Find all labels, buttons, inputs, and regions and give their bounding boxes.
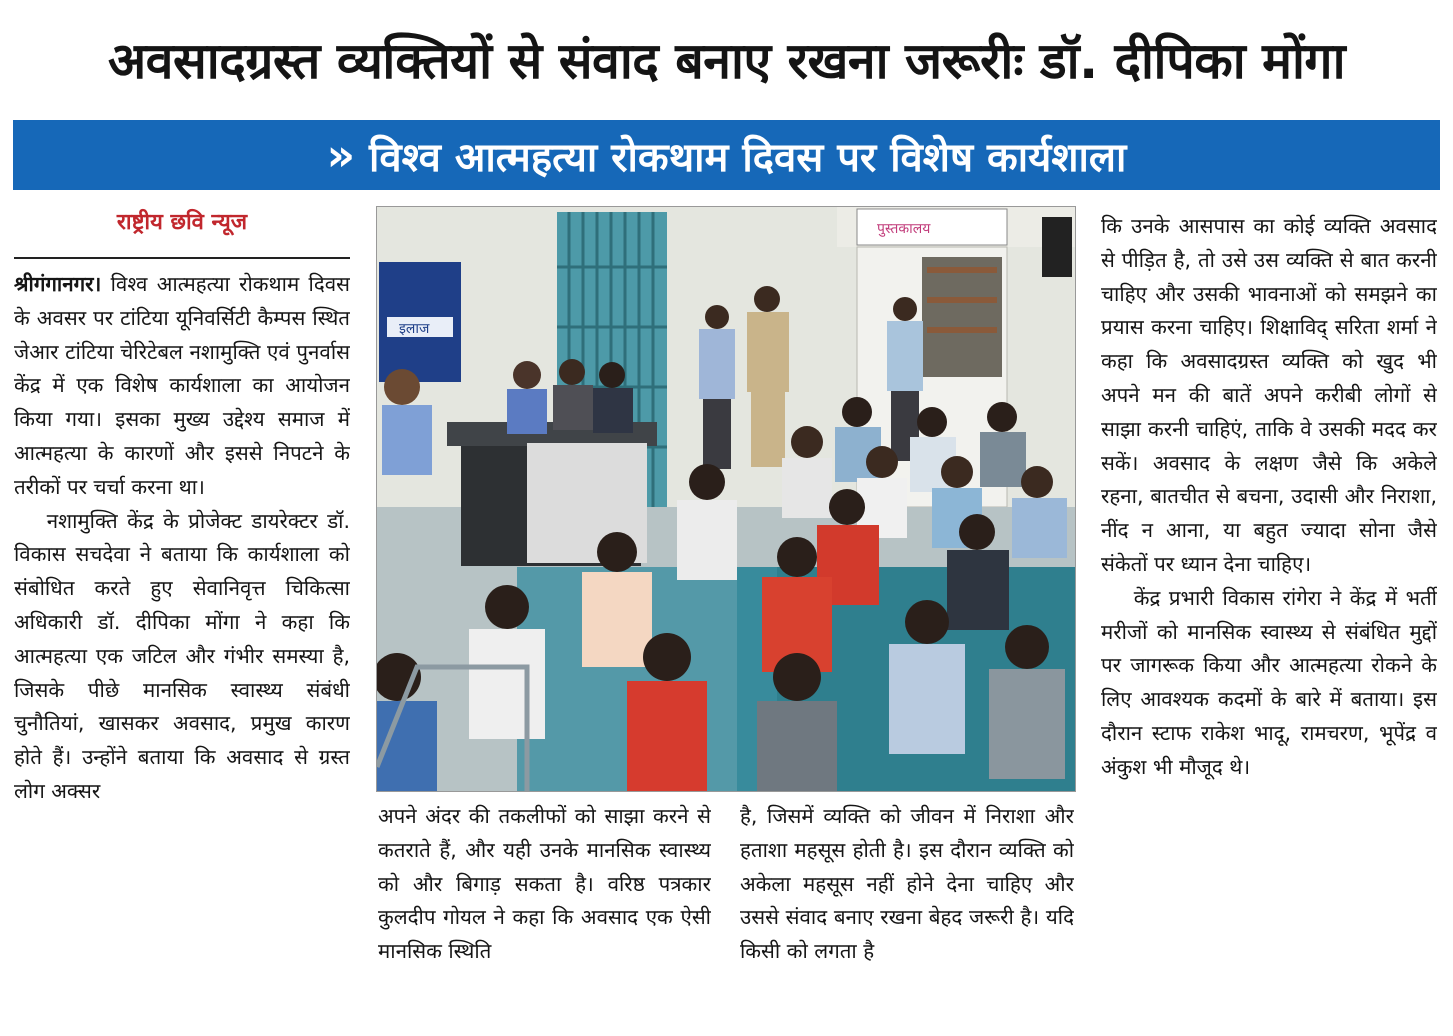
event-photo — [376, 206, 1076, 792]
byline-divider — [14, 257, 350, 259]
article-column-4 — [1101, 210, 1437, 1010]
byline: राष्ट्रीय छवि न्यूज — [116, 210, 248, 235]
subheadline-banner — [13, 120, 1440, 190]
paragraph-text: विश्व आत्महत्या रोकथाम दिवस के अवसर पर टांटिया यूनिवर्सिटी कैम्पस स्थित जेआर टांटिया चेरिटेबल नशामुक्ति एवं पुनर्वास केंद्र में एक विशेष कार्यशाला का आयोजन किया गया। इसका मुख्य उद्देश्य समाज में आत्महत्या के कारणों और इससे निपटने के तरीकों पर चर्चा करना था। — [14, 272, 350, 499]
article-paragraph: केंद्र प्रभारी विकास रांगेरा ने केंद्र में भर्ती मरीजों को मानसिक स्वास्थ्य से संबंधित मुद्दों पर जागरूक किया और आत्महत्या रोकने के लिए आवश्यक कदमों के बारे में बताया। इस दौरान स्टाफ राकेश भादू, रामचरण, भूपेंद्र व अंकुश भी मौजूद थे। — [1101, 585, 1437, 779]
article-paragraph — [14, 268, 350, 505]
dateline: श्रीगंगानगर। — [14, 272, 102, 296]
treatment-sign: इलाज — [399, 321, 430, 337]
workshop-photo-illustration — [377, 207, 1075, 791]
article-paragraph: कि उनके आसपास का कोई व्यक्ति अवसाद से पीड़ित है, तो उसे उस व्यक्ति से बात करनी चाहिए और उसकी भावनाओं को समझने का प्रयास करना चाहिए। शिक्षाविद् सरिता शर्मा ने कहा कि अवसादग्रस्त व्यक्ति को खुद भी अपने मन की बातें अपने करीबी लोगों से साझा करनी चाहिएं, ताकि वे उसकी मदद कर सकें। अवसाद के लक्षण जैसे कि अकेले रहना, बातचीत से बचना, उदासी और निराशा, नींद न आना, या बहुत ज्यादा सोना जैसे संकेतों पर ध्यान देना चाहिए। — [1101, 214, 1437, 576]
article-column-1 — [14, 268, 350, 1008]
article-column-3 — [740, 800, 1074, 1010]
headline: अवसादग्रस्त व्यक्तियों से संवाद बनाए रखना जरूरीः डॉ. दीपिका मोंगा — [107, 32, 1346, 90]
article-paragraph: है, जिसमें व्यक्ति को जीवन में निराशा और हताशा महसूस होती है। इस दौरान व्यक्ति को अकेला महसूस नहीं होने देना चाहिए और उससे संवाद बनाए रखना बेहद जरूरी है। यदि किसी को लगता है — [740, 804, 1074, 964]
library-sign: पुस्तकालय — [877, 221, 931, 237]
article-column-2 — [378, 800, 711, 1010]
subheadline-text: विश्व आत्महत्या रोकथाम दिवस पर विशेष कार्यशाला — [369, 134, 1127, 181]
article-paragraph: अपने अंदर की तकलीफों को साझा करने से कतराते हैं, और यही उनके मानसिक स्वास्थ्य को और बिगाड़ सकता है। वरिष्ठ पत्रकार कुलदीप गोयल ने कहा कि अवसाद एक ऐसी मानसिक स्थिति — [378, 804, 711, 964]
article-paragraph: नशामुक्ति केंद्र के प्रोजेक्ट डायरेक्टर डॉ. विकास सचदेवा ने बताया कि कार्यशाला को संबोधित करते हुए सेवानिवृत्त चिकित्सा अधिकारी डॉ. दीपिका मोंगा ने कहा कि आत्महत्या एक जटिल और गंभीर समस्या है, जिसके पीछे मानसिक स्वास्थ्य संबंधी चुनौतियां, खासकर अवसाद, प्रमुख कारण होते हैं। उन्होंने बताया कि अवसाद से ग्रस्त लोग अक्सर — [14, 508, 350, 803]
double-chevron-icon: » — [326, 129, 356, 181]
